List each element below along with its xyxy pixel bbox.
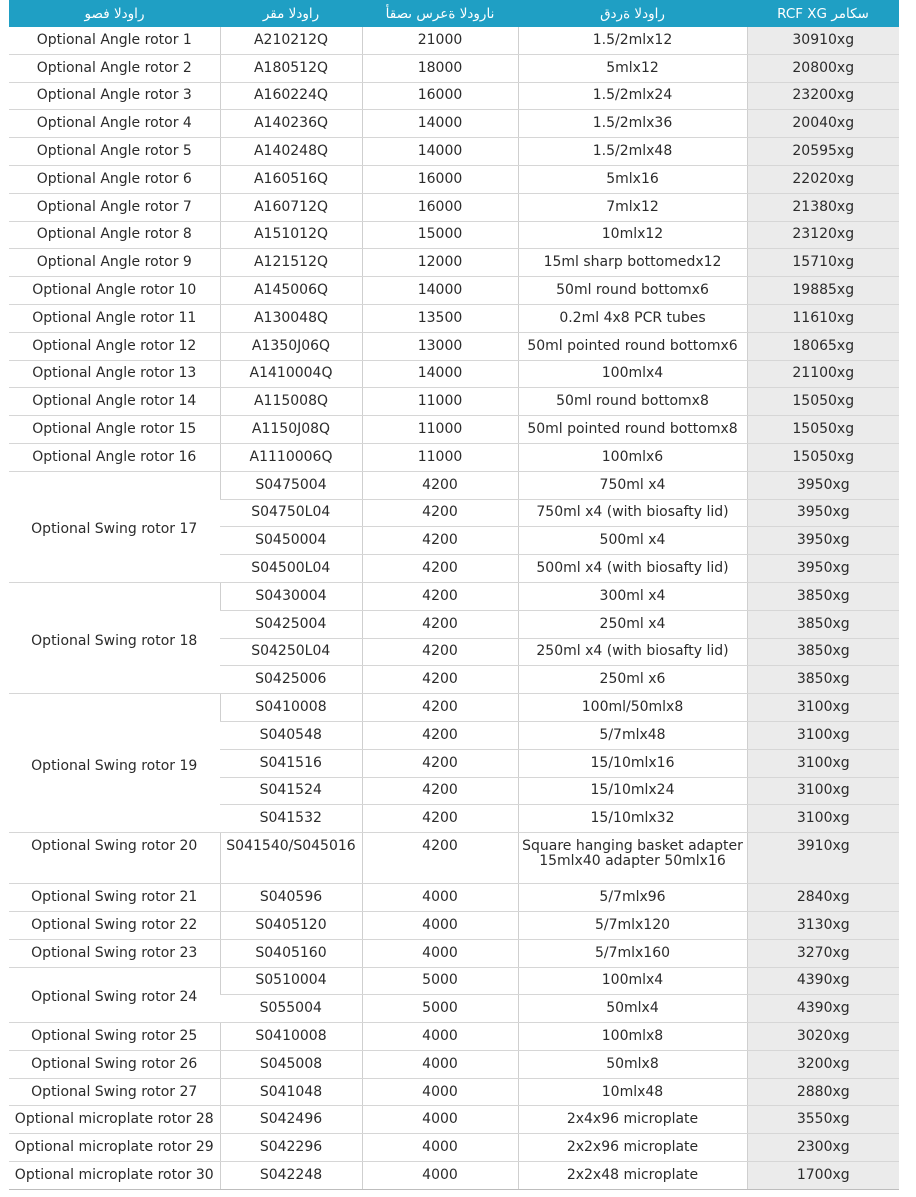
capacity-cell: 10mlx48 [518,1078,747,1106]
rotor-name-cell: Optional Angle rotor 1 [9,27,220,54]
header-rotor-number: راودلا مقر [220,0,362,27]
max-speed-cell: 4200 [362,721,518,749]
rotor-name-cell: Optional Swing rotor 25 [9,1023,220,1051]
table-row [9,884,899,912]
capacity-cell: Square hanging basket adapter 15mlx40 adapter 50mlx16 [518,833,747,884]
rotor-number-cell: S040596 [220,884,362,912]
capacity-cell: 1.5/2mlx12 [518,27,747,54]
max-speed-cell: 11000 [362,443,518,471]
rcf-cell: 3100xg [747,777,899,805]
table-row [9,582,899,610]
rotor-number-cell: S042248 [220,1162,362,1190]
rcf-cell: 3950xg [747,527,899,555]
rcf-cell: 4390xg [747,995,899,1023]
rotor-number-cell: S0410008 [220,1023,362,1051]
rcf-cell: 3020xg [747,1023,899,1051]
capacity-cell: 15/10mlx24 [518,777,747,805]
capacity-cell: 50mlx8 [518,1050,747,1078]
max-speed-cell: 4200 [362,666,518,694]
rotor-number-cell: A1110006Q [220,443,362,471]
rcf-cell: 3850xg [747,638,899,666]
table-row [9,193,899,221]
capacity-cell: 15ml sharp bottomedx12 [518,249,747,277]
rotor-name-cell: Optional Angle rotor 14 [9,388,220,416]
rotor-name-cell: Optional Angle rotor 12 [9,332,220,360]
rotor-number-cell: S0405120 [220,911,362,939]
rotor-number-cell: S04250L04 [220,638,362,666]
rotor-name-cell: Optional Swing rotor 27 [9,1078,220,1106]
max-speed-cell: 16000 [362,165,518,193]
table-row [9,221,899,249]
rotor-number-cell: S0430004 [220,582,362,610]
rotor-name-cell: Optional Swing rotor 19 [9,694,220,833]
rotor-name-cell: Optional Angle rotor 2 [9,54,220,82]
max-speed-cell: 4200 [362,471,518,499]
table-row [9,277,899,305]
rcf-cell: 3850xg [747,610,899,638]
rcf-cell: 15050xg [747,416,899,444]
capacity-cell: 5/7mlx120 [518,911,747,939]
capacity-cell: 2x2x48 microplate [518,1162,747,1190]
rotor-name-cell: Optional microplate rotor 30 [9,1162,220,1190]
table-row [9,471,899,499]
capacity-cell: 100mlx4 [518,360,747,388]
rotor-number-cell: S04750L04 [220,499,362,527]
max-speed-cell: 5000 [362,967,518,995]
rotor-number-cell: A160224Q [220,82,362,110]
rcf-cell: 22020xg [747,165,899,193]
rcf-cell: 3270xg [747,939,899,967]
rotor-number-cell: S0425004 [220,610,362,638]
table-row [9,304,899,332]
max-speed-cell: 4200 [362,694,518,722]
rotor-number-cell: A1150J08Q [220,416,362,444]
capacity-cell: 5mlx16 [518,165,747,193]
rotor-number-cell: A180512Q [220,54,362,82]
max-speed-cell: 4200 [362,638,518,666]
header-max-rcf: RCF XG سكامر [747,0,899,27]
capacity-cell: 5/7mlx96 [518,884,747,912]
max-speed-cell: 5000 [362,995,518,1023]
rcf-cell: 3100xg [747,721,899,749]
rcf-cell: 3950xg [747,471,899,499]
rcf-cell: 23120xg [747,221,899,249]
rotor-name-cell: Optional Swing rotor 17 [9,471,220,582]
rotor-number-cell: A130048Q [220,304,362,332]
rcf-cell: 3550xg [747,1106,899,1134]
max-speed-cell: 4000 [362,1078,518,1106]
max-speed-cell: 4200 [362,610,518,638]
table-row [9,82,899,110]
table-row [9,911,899,939]
table-row [9,388,899,416]
max-speed-cell: 4000 [362,884,518,912]
max-speed-cell: 4000 [362,1023,518,1051]
capacity-cell: 750ml x4 [518,471,747,499]
capacity-cell: 500ml x4 [518,527,747,555]
rcf-cell: 19885xg [747,277,899,305]
rotor-name-cell: Optional Angle rotor 9 [9,249,220,277]
table-row [9,27,899,54]
capacity-cell: 50ml pointed round bottomx8 [518,416,747,444]
capacity-cell: 5/7mlx48 [518,721,747,749]
rotor-number-cell: A115008Q [220,388,362,416]
rotor-number-cell: S0425006 [220,666,362,694]
max-speed-cell: 16000 [362,82,518,110]
table-row [9,1134,899,1162]
max-speed-cell: 14000 [362,360,518,388]
header-rotor-capacity: راودلا ةردق [518,0,747,27]
rcf-cell: 15050xg [747,388,899,416]
rcf-cell: 15710xg [747,249,899,277]
capacity-cell: 15/10mlx32 [518,805,747,833]
max-speed-cell: 4200 [362,805,518,833]
table-body [9,27,899,1189]
rcf-cell: 3950xg [747,499,899,527]
rotor-name-cell: Optional Angle rotor 10 [9,277,220,305]
rotor-name-cell: Optional Swing rotor 20 [9,833,220,884]
max-speed-cell: 4200 [362,555,518,583]
table-row [9,416,899,444]
max-speed-cell: 4200 [362,749,518,777]
rcf-cell: 21380xg [747,193,899,221]
max-speed-cell: 13500 [362,304,518,332]
rotor-name-cell: Optional Angle rotor 5 [9,138,220,166]
rotor-number-cell: S055004 [220,995,362,1023]
max-speed-cell: 4200 [362,499,518,527]
rcf-cell: 3100xg [747,805,899,833]
max-speed-cell: 13000 [362,332,518,360]
capacity-cell: 250ml x6 [518,666,747,694]
rotor-number-cell: S040548 [220,721,362,749]
capacity-cell: 100mlx4 [518,967,747,995]
rotor-name-cell: Optional microplate rotor 29 [9,1134,220,1162]
capacity-cell: 2x4x96 microplate [518,1106,747,1134]
rotor-name-cell: Optional Angle rotor 15 [9,416,220,444]
rcf-cell: 15050xg [747,443,899,471]
max-speed-cell: 15000 [362,221,518,249]
capacity-cell: 100ml/50mlx8 [518,694,747,722]
rcf-cell: 2840xg [747,884,899,912]
rotor-name-cell: Optional Angle rotor 16 [9,443,220,471]
rotor-number-cell: S041524 [220,777,362,805]
rotor-number-cell: S0405160 [220,939,362,967]
rotor-name-cell: Optional Swing rotor 24 [9,967,220,1023]
rotor-number-cell: S041516 [220,749,362,777]
rotor-number-cell: S041048 [220,1078,362,1106]
rotor-number-cell: S0450004 [220,527,362,555]
rcf-cell: 2880xg [747,1078,899,1106]
capacity-cell: 50ml round bottomx6 [518,277,747,305]
rotor-number-cell: A210212Q [220,27,362,54]
rotor-name-cell: Optional Swing rotor 26 [9,1050,220,1078]
rotor-number-cell: A1410004Q [220,360,362,388]
max-speed-cell: 4000 [362,939,518,967]
table-row [9,1106,899,1134]
rotor-number-cell: S041532 [220,805,362,833]
max-speed-cell: 14000 [362,110,518,138]
capacity-cell: 250ml x4 (with biosafty lid) [518,638,747,666]
table-row [9,1162,899,1190]
capacity-cell: 50mlx4 [518,995,747,1023]
capacity-cell: 5mlx12 [518,54,747,82]
max-speed-cell: 11000 [362,416,518,444]
capacity-cell: 0.2ml 4x8 PCR tubes [518,304,747,332]
table-row [9,1023,899,1051]
max-speed-cell: 18000 [362,54,518,82]
rotor-number-cell: S041540/S045016 [220,833,362,884]
max-speed-cell: 16000 [362,193,518,221]
table-row [9,360,899,388]
rotor-number-cell: A160516Q [220,165,362,193]
table-header-row [9,0,899,27]
rotor-name-cell: Optional Angle rotor 4 [9,110,220,138]
table-row [9,833,899,884]
max-speed-cell: 4000 [362,1162,518,1190]
rotor-number-cell: A1350J06Q [220,332,362,360]
max-speed-cell: 14000 [362,138,518,166]
rotor-name-cell: Optional Angle rotor 7 [9,193,220,221]
rcf-cell: 23200xg [747,82,899,110]
rotor-number-cell: S042296 [220,1134,362,1162]
capacity-cell: 300ml x4 [518,582,747,610]
max-speed-cell: 4200 [362,527,518,555]
table-row [9,443,899,471]
capacity-cell: 7mlx12 [518,193,747,221]
rotor-number-cell: A151012Q [220,221,362,249]
rcf-cell: 3200xg [747,1050,899,1078]
rcf-cell: 3100xg [747,749,899,777]
max-speed-cell: 11000 [362,388,518,416]
rcf-cell: 11610xg [747,304,899,332]
rotor-number-cell: S0475004 [220,471,362,499]
capacity-cell: 5/7mlx160 [518,939,747,967]
max-speed-cell: 4000 [362,911,518,939]
rotor-name-cell: Optional microplate rotor 28 [9,1106,220,1134]
rotor-name-cell: Optional Angle rotor 8 [9,221,220,249]
capacity-cell: 1.5/2mlx24 [518,82,747,110]
capacity-cell: 15/10mlx16 [518,749,747,777]
rcf-cell: 1700xg [747,1162,899,1190]
rcf-cell: 20800xg [747,54,899,82]
max-speed-cell: 4200 [362,777,518,805]
rcf-cell: 3950xg [747,555,899,583]
rotor-number-cell: A121512Q [220,249,362,277]
capacity-cell: 10mlx12 [518,221,747,249]
capacity-cell: 100mlx8 [518,1023,747,1051]
max-speed-cell: 4000 [362,1106,518,1134]
capacity-cell: 50ml round bottomx8 [518,388,747,416]
rcf-cell: 3910xg [747,833,899,884]
rotor-number-cell: S0410008 [220,694,362,722]
capacity-cell: 750ml x4 (with biosafty lid) [518,499,747,527]
rcf-cell: 3130xg [747,911,899,939]
table-row [9,138,899,166]
rotor-name-cell: Optional Swing rotor 22 [9,911,220,939]
rotor-name-cell: Optional Angle rotor 13 [9,360,220,388]
rotor-name-cell: Optional Angle rotor 6 [9,165,220,193]
rcf-cell: 3850xg [747,582,899,610]
table-row [9,1050,899,1078]
rotor-number-cell: A145006Q [220,277,362,305]
capacity-cell: 1.5/2mlx36 [518,110,747,138]
rotor-number-cell: A140248Q [220,138,362,166]
rotor-number-cell: S0510004 [220,967,362,995]
max-speed-cell: 21000 [362,27,518,54]
max-speed-cell: 4000 [362,1050,518,1078]
table-row [9,694,899,722]
rotor-name-cell: Optional Angle rotor 11 [9,304,220,332]
header-max-speed: نارودلا ةعرس ىصقأ [362,0,518,27]
table-row [9,249,899,277]
table-row [9,54,899,82]
rotor-name-cell: Optional Angle rotor 3 [9,82,220,110]
table-row [9,939,899,967]
table-row [9,967,899,995]
max-speed-cell: 4000 [362,1134,518,1162]
rotor-name-cell: Optional Swing rotor 23 [9,939,220,967]
rcf-cell: 2300xg [747,1134,899,1162]
capacity-cell: 1.5/2mlx48 [518,138,747,166]
rotor-name-cell: Optional Swing rotor 18 [9,582,220,693]
rcf-cell: 3850xg [747,666,899,694]
capacity-cell: 2x2x96 microplate [518,1134,747,1162]
max-speed-cell: 4200 [362,833,518,884]
max-speed-cell: 4200 [362,582,518,610]
rcf-cell: 21100xg [747,360,899,388]
capacity-cell: 50ml pointed round bottomx6 [518,332,747,360]
rotor-number-cell: A140236Q [220,110,362,138]
table-row [9,1078,899,1106]
capacity-cell: 250ml x4 [518,610,747,638]
max-speed-cell: 14000 [362,277,518,305]
capacity-cell: 500ml x4 (with biosafty lid) [518,555,747,583]
rcf-cell: 20040xg [747,110,899,138]
table-row [9,332,899,360]
rcf-cell: 30910xg [747,27,899,54]
rotor-number-cell: S04500L04 [220,555,362,583]
rotor-number-cell: S045008 [220,1050,362,1078]
max-speed-cell: 12000 [362,249,518,277]
rcf-cell: 20595xg [747,138,899,166]
header-rotor-description: راودلا فصو [9,0,220,27]
table-row [9,110,899,138]
rotor-spec-table [9,0,899,1190]
rotor-number-cell: S042496 [220,1106,362,1134]
table-row [9,165,899,193]
rcf-cell: 3100xg [747,694,899,722]
rotor-name-cell: Optional Swing rotor 21 [9,884,220,912]
rcf-cell: 18065xg [747,332,899,360]
rcf-cell: 4390xg [747,967,899,995]
capacity-cell: 100mlx6 [518,443,747,471]
rotor-number-cell: A160712Q [220,193,362,221]
